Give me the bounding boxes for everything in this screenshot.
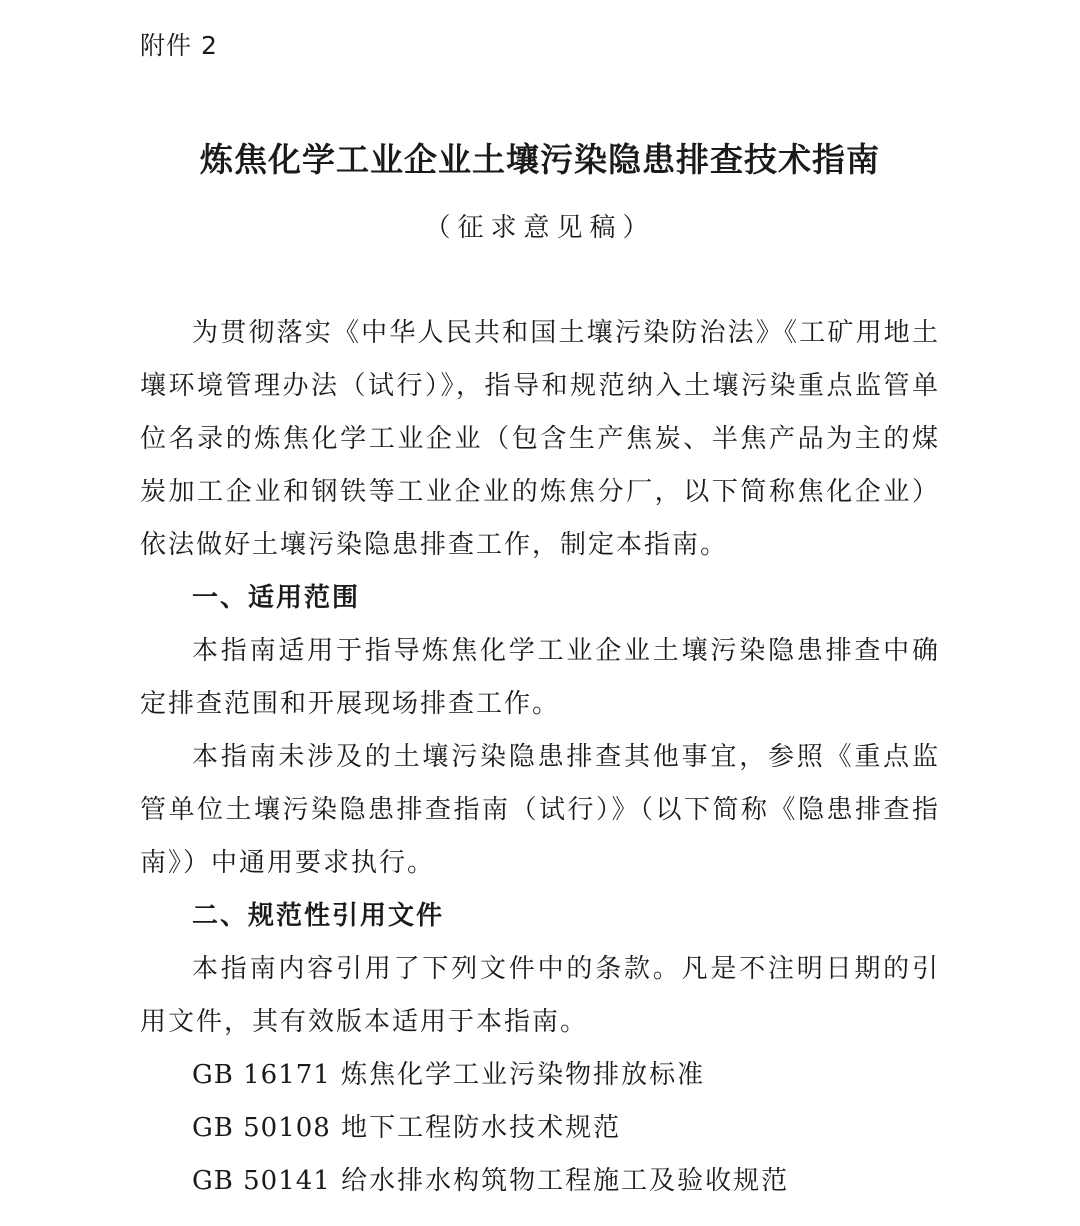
document-title: 炼焦化学工业企业土壤污染隐患排查技术指南 (200, 140, 880, 179)
reference-code: GB 16171 (192, 1060, 331, 1090)
section-2-heading: 二、规范性引用文件 (192, 901, 445, 931)
reference-item (140, 1155, 940, 1208)
attachment-label: 附件 2 (140, 31, 218, 60)
section-2-paragraph-1: 本指南内容引用了下列文件中的条款。凡是不注明日期的引用文件，其有效版本适用于本指南。 (140, 954, 940, 1037)
reference-name: 炼焦化学工业污染物排放标准 (341, 1060, 706, 1090)
reference-item (140, 1102, 940, 1155)
section-1-paragraph-1: 本指南适用于指导炼焦化学工业企业土壤污染隐患排查中确定排查范围和开展现场排查工作。 (140, 636, 940, 719)
reference-item (140, 1049, 940, 1102)
document-subtitle: （征求意见稿） (424, 213, 656, 243)
section-1-paragraph-2: 本指南未涉及的土壤污染隐患排查其他事宜，参照《重点监管单位土壤污染隐患排查指南（试行）》（以下简称《隐患排查指南》）中通用要求执行。 (140, 742, 940, 878)
document-body (140, 307, 940, 1208)
reference-code: GB 50108 (192, 1113, 331, 1143)
section-1-heading: 一、适用范围 (192, 583, 361, 613)
reference-name: 地下工程防水技术规范 (341, 1113, 622, 1143)
reference-code: GB 50141 (192, 1166, 331, 1196)
reference-name: 给水排水构筑物工程施工及验收规范 (341, 1166, 790, 1196)
intro-paragraph: 为贯彻落实《中华人民共和国土壤污染防治法》《工矿用地土壤环境管理办法（试行）》，指导和规范纳入土壤污染重点监管单位名录的炼焦化学工业企业（包含生产焦炭、半焦产品为主的煤炭加工企业和钢铁等工业企业的炼焦分厂，以下简称焦化企业）依法做好土壤污染隐患排查工作，制定本指南。 (140, 318, 940, 560)
